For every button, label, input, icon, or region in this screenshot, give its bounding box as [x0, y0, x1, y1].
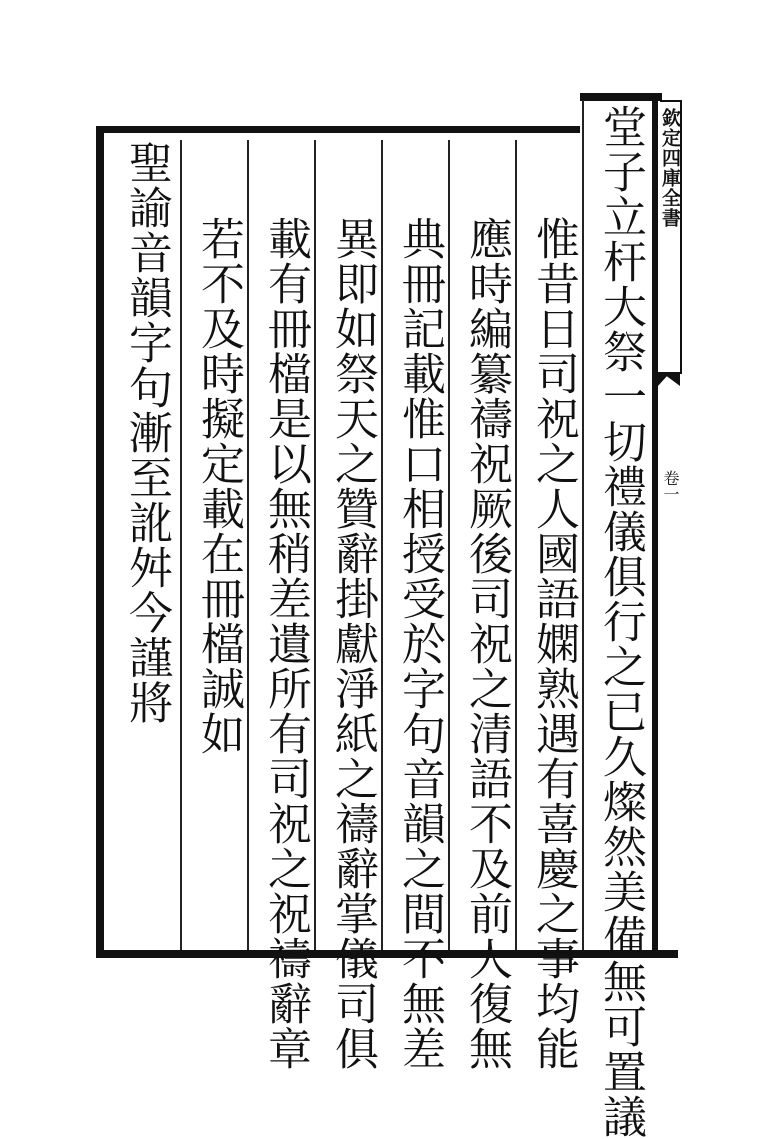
- text-column-6: 載有冊檔是以無稍差遺所有司祝之祝禱辭章: [260, 216, 311, 1071]
- text-column-7: 若不及時擬定載在冊檔誠如: [193, 216, 244, 756]
- text-column-4: 典冊記載惟口相授受於字句音韻之間不無差: [394, 216, 445, 1071]
- column-rule: [180, 140, 182, 950]
- column-rule: [582, 100, 584, 950]
- volume-label: 卷一: [661, 470, 680, 502]
- text-column-1: 堂子立杆大祭一切禮儀俱行之已久燦然美備無可置議: [595, 104, 646, 1139]
- column-rule: [381, 140, 383, 950]
- fish-tail-mark: [658, 372, 680, 386]
- text-column-2: 惟昔日司祝之人國語嫻熟遇有喜慶之事均能: [528, 216, 579, 1071]
- book-title: 欽定四庫全書: [659, 108, 681, 228]
- frame-left-border: [96, 126, 104, 958]
- column-rule: [314, 140, 316, 950]
- text-column-8: 聖諭音韻字句漸至訛舛今謹將: [121, 140, 172, 725]
- frame-right-border: [652, 93, 658, 958]
- frame-top-border: [98, 126, 580, 133]
- text-column-5: 異即如祭天之贊辭掛獻淨紙之禱辭掌儀司俱: [327, 216, 378, 1071]
- text-column-3: 應時編纂禱祝厥後司祝之清語不及前人復無: [461, 216, 512, 1071]
- frame-top-right-border: [580, 93, 662, 101]
- column-rule: [515, 140, 517, 950]
- frame-bottom-border: [96, 950, 678, 958]
- column-rule: [247, 140, 249, 950]
- column-rule: [448, 140, 450, 950]
